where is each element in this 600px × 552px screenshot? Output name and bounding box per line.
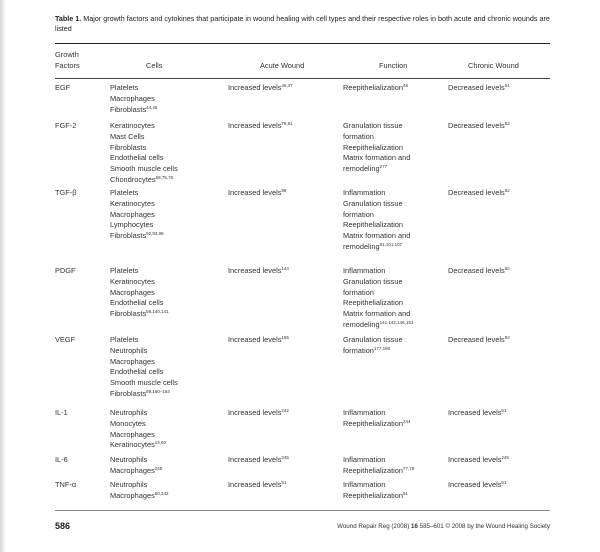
reference-superscript: 81,101,107 — [379, 241, 403, 247]
growth-factor-name: PDGF — [55, 266, 76, 275]
cell-type: Macrophages — [110, 209, 155, 219]
column-function — [343, 335, 451, 357]
reference-superscript: 60,242 — [154, 490, 169, 496]
cell-type: Endothelial cells — [110, 298, 164, 308]
cell-type: Platelets — [110, 266, 139, 275]
column-function — [343, 480, 451, 502]
reference-superscript: 51 — [501, 408, 507, 413]
cell-type: Macrophages$^{245}$ — [110, 465, 163, 475]
cell-type: Macrophages — [110, 429, 155, 439]
reference-superscript: 58,75,76 — [155, 174, 174, 180]
cell-type: Fibroblasts$^{89,160-164}$ — [110, 388, 170, 398]
reference-superscript: 46,47 — [281, 83, 293, 88]
cell-type: Platelets — [110, 188, 139, 197]
column-chronic — [448, 455, 548, 466]
chronic-wound-value: Decreased levels$^{52}$ — [448, 121, 510, 130]
growth-factor-name: EGF — [55, 83, 71, 92]
cell-type: Neutrophils — [110, 480, 148, 489]
page-number: 586 — [55, 521, 71, 531]
function-item: Reepithelialization$^{48}$ — [343, 83, 408, 92]
cell-type: Fibroblasts$^{58,140,141}$ — [110, 309, 169, 319]
column-acute — [228, 480, 338, 491]
reference-superscript: 92,93,96 — [146, 231, 164, 237]
cell-type: Keratinocytes — [110, 276, 155, 286]
column-cells — [110, 83, 220, 115]
column-function — [343, 188, 451, 253]
chronic-wound-value: Increased levels$^{51}$ — [448, 480, 507, 489]
column-function — [343, 266, 451, 331]
cell-type: Keratinocytes$^{13,60}$ — [110, 440, 167, 450]
cell-type: Mast Cells — [110, 131, 145, 141]
column-chronic — [448, 335, 548, 346]
header-chronic-wound: Chronic Wound — [468, 61, 519, 70]
cell-type: Fibroblasts — [110, 142, 147, 152]
function-item: Matrix formation and — [343, 153, 411, 163]
reference-superscript: 51 — [501, 480, 507, 485]
function-item: Inflammation — [343, 455, 386, 464]
reference-superscript: 277 — [379, 164, 388, 170]
reference-superscript: 48 — [402, 83, 408, 88]
function-item: remodeling$^{277}$ — [343, 164, 388, 174]
reference-superscript: 52 — [504, 266, 510, 271]
column-cells — [110, 266, 220, 320]
function-item: Reepithelialization$^{77,78}$ — [343, 465, 415, 475]
function-item: Inflammation — [343, 408, 386, 417]
cell-type: Fibroblasts$^{92,93,96}$ — [110, 231, 164, 241]
column-acute — [228, 335, 338, 346]
caption-label: Table 1. — [55, 14, 82, 23]
function-item: Reepithelialization — [343, 142, 403, 152]
growth-factor-name: TNF-α — [55, 480, 77, 489]
header-function: Function — [379, 61, 408, 70]
header-acute-wound: Acute Wound — [260, 61, 305, 70]
column-function — [343, 83, 451, 94]
function-item: remodeling$^{81,101,107}$ — [343, 241, 403, 251]
reference-superscript: 242 — [281, 408, 289, 413]
reference-superscript: 77,78 — [402, 465, 415, 471]
column-acute — [228, 455, 338, 466]
cell-type: Endothelial cells — [110, 153, 164, 163]
function-item: Reepithelialization$^{51}$ — [343, 490, 408, 500]
function-item: formation — [343, 131, 374, 141]
column-cells — [110, 455, 220, 477]
table-top-rule — [55, 43, 550, 44]
acute-wound-value: Increased levels$^{144}$ — [228, 266, 289, 275]
column-cells — [110, 121, 220, 186]
reference-superscript: 244 — [402, 418, 411, 424]
chronic-wound-value: Decreased levels$^{52}$ — [448, 266, 510, 275]
chronic-wound-value: Increased levels$^{51}$ — [448, 408, 507, 417]
cell-type: Chondrocytes$^{58,75,76}$ — [110, 174, 174, 184]
chronic-wound-value: Decreased levels$^{51}$ — [448, 83, 510, 92]
reference-superscript: 245 — [154, 465, 163, 471]
cell-type: Macrophages — [110, 93, 155, 103]
acute-wound-value: Increased levels$^{245}$ — [228, 455, 289, 464]
function-item: Inflammation — [343, 188, 386, 197]
journal-citation: Wound Repair Reg (2008) 16 585–601 © 2008 by the Wound Healing Society — [337, 523, 550, 530]
column-acute — [228, 408, 338, 419]
reference-superscript: 51 — [504, 83, 510, 88]
column-chronic — [448, 121, 548, 132]
cell-type: Neutrophils — [110, 408, 148, 417]
column-function — [343, 121, 451, 175]
function-item: Matrix formation and — [343, 309, 411, 319]
acute-wound-value: Increased levels$^{98}$ — [228, 188, 287, 197]
cell-type: Macrophages$^{60,242}$ — [110, 490, 169, 500]
cell-type: Macrophages — [110, 287, 155, 297]
function-item: Granulation tissue — [343, 276, 403, 286]
cell-type: Platelets — [110, 83, 139, 92]
function-item: Granulation tissue — [343, 335, 403, 344]
function-item: Reepithelialization — [343, 220, 403, 230]
column-chronic — [448, 408, 548, 419]
function-item: Granulation tissue — [343, 121, 403, 130]
cell-type: Neutrophils — [110, 455, 148, 464]
column-acute — [228, 121, 338, 132]
growth-factor-name: IL-6 — [55, 455, 68, 464]
reference-superscript: 177,180 — [373, 345, 391, 351]
reference-superscript: 51 — [402, 490, 408, 496]
column-acute — [228, 83, 338, 94]
cell-type: Lymphocytes — [110, 220, 154, 230]
reference-superscript: 144 — [281, 266, 289, 271]
reference-superscript: 245 — [281, 455, 289, 460]
reference-superscript: 51 — [281, 480, 287, 485]
cell-type: Keratinocytes — [110, 121, 155, 130]
reference-superscript: 58,140,141 — [146, 309, 169, 315]
growth-factor-name: FGF-2 — [55, 121, 77, 130]
column-function — [343, 455, 451, 477]
function-item: Matrix formation and — [343, 231, 411, 241]
cell-type: Smooth muscle cells — [110, 378, 178, 388]
header-cells: Cells — [146, 61, 163, 70]
reference-superscript: 89,160–164 — [146, 388, 170, 394]
cell-type: Keratinocytes — [110, 198, 155, 208]
cell-type: Neutrophils — [110, 345, 148, 355]
table-caption — [55, 14, 555, 34]
header-rule — [55, 78, 550, 79]
column-cells — [110, 188, 220, 242]
acute-wound-value: Increased levels$^{165}$ — [228, 335, 289, 344]
reference-superscript: 165 — [281, 335, 289, 340]
column-function — [343, 408, 451, 430]
function-item: Inflammation — [343, 266, 386, 275]
function-item: Inflammation — [343, 480, 386, 489]
growth-factor-name: VEGF — [55, 335, 76, 344]
function-item: Reepithelialization — [343, 298, 403, 308]
acute-wound-value: Increased levels$^{51}$ — [228, 480, 287, 489]
cell-type: Platelets — [110, 335, 139, 344]
growth-factor-name: TGF-β — [55, 188, 77, 197]
growth-factor-name: IL-1 — [55, 408, 68, 417]
column-acute — [228, 188, 338, 199]
header-growth-factors: Growth Factors — [55, 50, 80, 70]
cell-type: Smooth muscle cells — [110, 164, 178, 174]
reference-superscript: 245 — [501, 455, 509, 460]
function-item: Granulation tissue — [343, 198, 403, 208]
acute-wound-value: Increased levels$^{79,81}$ — [228, 121, 293, 130]
column-acute — [228, 266, 338, 277]
cell-type: Macrophages — [110, 356, 155, 366]
reference-superscript: 52 — [504, 121, 510, 126]
acute-wound-value: Increased levels$^{46,47}$ — [228, 83, 293, 92]
chronic-wound-value: Decreased levels$^{52}$ — [448, 188, 510, 197]
column-cells — [110, 408, 220, 451]
function-item: remodeling$^{141,142,146,153}$ — [343, 319, 414, 329]
reference-superscript: 13,60 — [154, 440, 167, 446]
column-cells — [110, 480, 220, 502]
reference-superscript: 79,81 — [281, 121, 293, 126]
reference-superscript: 141,142,146,153 — [379, 319, 414, 325]
reference-superscript: 44,45 — [146, 104, 158, 110]
chronic-wound-value: Increased levels$^{245}$ — [448, 455, 509, 464]
column-chronic — [448, 188, 548, 199]
reference-superscript: 52 — [504, 335, 510, 340]
function-item: formation$^{177,180}$ — [343, 345, 391, 355]
cell-type: Monocytes — [110, 418, 146, 428]
column-chronic — [448, 83, 548, 94]
function-item: formation — [343, 209, 374, 219]
page-edge-shadow — [0, 0, 6, 552]
function-item: formation — [343, 287, 374, 297]
acute-wound-value: Increased levels$^{242}$ — [228, 408, 289, 417]
cell-type: Fibroblasts$^{44,45}$ — [110, 104, 158, 114]
reference-superscript: 52 — [504, 188, 510, 193]
column-chronic — [448, 266, 548, 277]
footer-rule — [55, 510, 550, 511]
cell-type: Endothelial cells — [110, 367, 164, 377]
column-cells — [110, 335, 220, 400]
caption-text: Major growth factors and cytokines that participate in wound healing with cell types and their respective roles in both acute and chronic wounds are listed — [55, 14, 550, 33]
column-chronic — [448, 480, 548, 491]
function-item: Reepithelialization$^{244}$ — [343, 418, 411, 428]
reference-superscript: 98 — [281, 188, 287, 193]
chronic-wound-value: Decreased levels$^{52}$ — [448, 335, 510, 344]
